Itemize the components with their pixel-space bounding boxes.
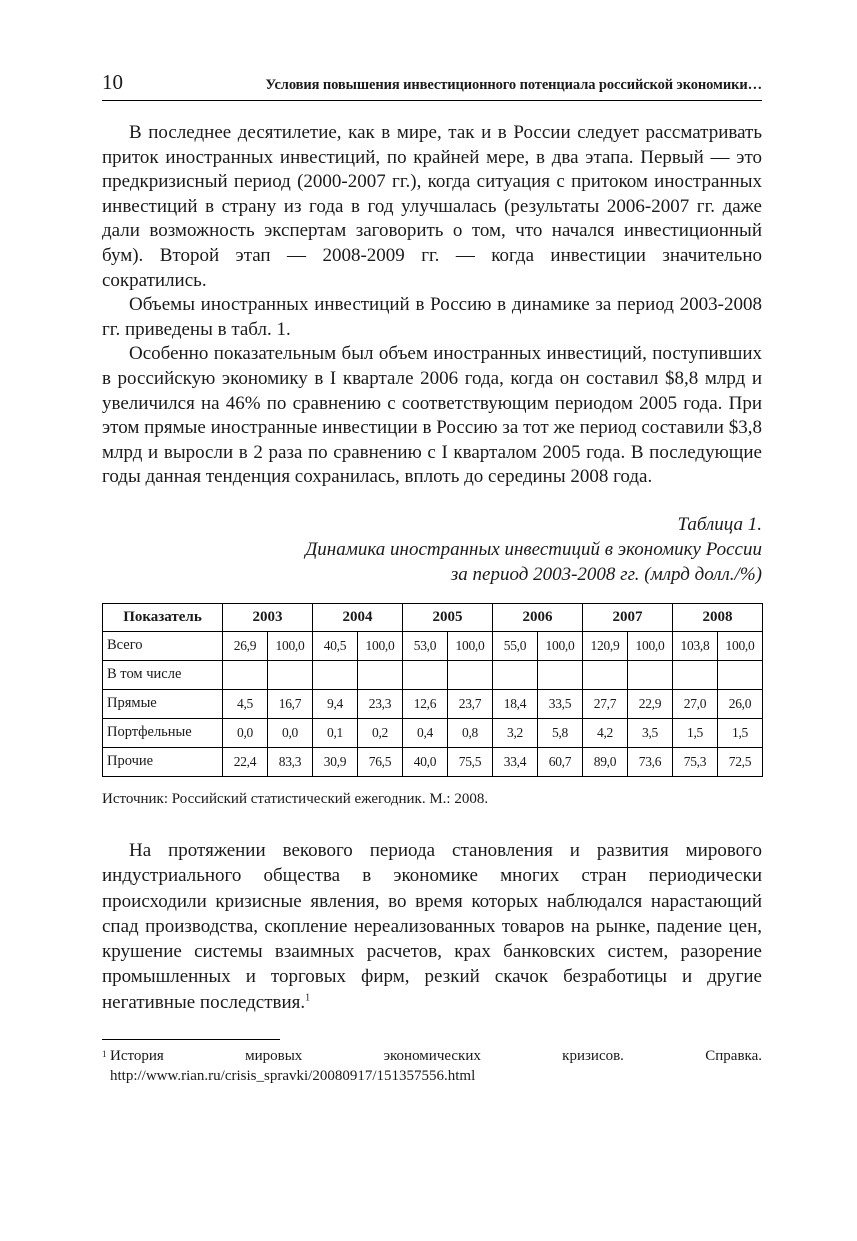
table-cell: 75,5	[448, 747, 493, 776]
paragraph: Объемы иностранных инвестиций в Россию в динамике за период 2003-2008 гг. приведены в табл. 1.	[102, 294, 762, 340]
table-cell: 18,4	[493, 689, 538, 718]
footnote-reference: 1	[305, 992, 311, 1004]
table-row	[103, 631, 763, 660]
table-cell: 23,7	[448, 689, 493, 718]
table-cell: 0,8	[448, 718, 493, 747]
table-cell: 27,7	[583, 689, 628, 718]
table-cell: 100,0	[538, 631, 583, 660]
table-cell	[628, 660, 673, 689]
table-cell: 1,5	[673, 718, 718, 747]
row-label: Портфельные	[103, 718, 223, 747]
closing-paragraph: На протяжении векового периода становления и развития мирового индустриального общества в экономике многих стран периодически происходили кризисные явления, во время которых наблюдался нарастающий спад производства, скопление нереализованных товаров на рынке, падение цен, крушение системы взаимных расчетов, крах банковских систем, разорение промышленных и торговых фирм, резкий скачок безработицы и другие негативные последствия.	[102, 839, 762, 1013]
table-cell: 3,5	[628, 718, 673, 747]
table-cell: 75,3	[673, 747, 718, 776]
investment-table	[102, 603, 763, 777]
running-head	[102, 70, 762, 101]
table-cell: 26,0	[718, 689, 763, 718]
table-cell: 60,7	[538, 747, 583, 776]
table-title-line1: Динамика иностранных инвестиций в экономику России	[305, 538, 762, 560]
table-cell: 27,0	[673, 689, 718, 718]
table-source: Источник: Российский статистический ежегодник. М.: 2008.	[102, 790, 489, 807]
paragraph: Особенно показательным был объем иностранных инвестиций, поступивших в российскую экономику в I квартале 2006 года, когда он составил $8,8 млрд и увеличился на 46% по сравнению с соответствующим периодом 2005 года. При этом прямые иностранные инвестиции в Россию за тот же период составили $3,8 млрд и выросли в 2 раза по сравнению с I кварталом 2005 года. В последующие годы данная тенденция сохранилась, вплоть до середины 2008 года.	[102, 343, 762, 488]
page	[102, 70, 762, 1086]
table-cell	[448, 660, 493, 689]
table-cell	[358, 660, 403, 689]
table-cell: 40,5	[313, 631, 358, 660]
table-row	[103, 689, 763, 718]
paragraph: В последнее десятилетие, как в мире, так и в России следует рассматривать приток иностранных инвестиций, по крайней мере, в два этапа. Первый — это предкризисный период (2000-2007 гг.), когда ситуация с притоком иностранных инвестиций в страну из года в год улучшалась (результаты 2006-2007 гг. даже дали возможность экспертам заговорить о том, что начался инвестиционный бум). Второй этап — 2008-2009 гг. — когда инвестиции значительно сократились.	[102, 122, 762, 291]
table-cell: 4,5	[223, 689, 268, 718]
footnote-mark: 1	[102, 1048, 107, 1059]
table-cell: 120,9	[583, 631, 628, 660]
table-row	[103, 660, 763, 689]
table-row	[103, 718, 763, 747]
table-cell: 55,0	[493, 631, 538, 660]
table-cell: 30,9	[313, 747, 358, 776]
year-header: 2005	[403, 603, 493, 631]
footnote	[102, 1046, 762, 1086]
table-cell: 22,9	[628, 689, 673, 718]
table-cell: 3,2	[493, 718, 538, 747]
paragraph	[102, 838, 762, 1015]
table-cell	[493, 660, 538, 689]
table-cell: 100,0	[718, 631, 763, 660]
table-cell: 100,0	[268, 631, 313, 660]
table-label: Таблица 1.	[677, 513, 762, 535]
table-cell	[583, 660, 628, 689]
table-cell: 83,3	[268, 747, 313, 776]
table-cell	[268, 660, 313, 689]
closing-text	[102, 838, 762, 1015]
table-cell: 16,7	[268, 689, 313, 718]
header-cell-indicator: Показатель	[103, 603, 223, 631]
table-cell	[718, 660, 763, 689]
table-cell: 1,5	[718, 718, 763, 747]
table-cell	[403, 660, 448, 689]
year-header: 2004	[313, 603, 403, 631]
table-cell: 40,0	[403, 747, 448, 776]
table-caption	[102, 512, 762, 587]
row-label: Прямые	[103, 689, 223, 718]
year-header: 2007	[583, 603, 673, 631]
table-cell: 4,2	[583, 718, 628, 747]
table-cell: 26,9	[223, 631, 268, 660]
row-label: Всего	[103, 631, 223, 660]
table-cell: 103,8	[673, 631, 718, 660]
table-cell: 0,4	[403, 718, 448, 747]
table-cell: 100,0	[358, 631, 403, 660]
body-text	[102, 121, 762, 490]
table-cell: 73,6	[628, 747, 673, 776]
table-cell: 100,0	[628, 631, 673, 660]
table-cell: 100,0	[448, 631, 493, 660]
table-cell: 0,0	[268, 718, 313, 747]
table-header-row	[103, 603, 763, 631]
table-cell: 0,1	[313, 718, 358, 747]
table-cell: 0,0	[223, 718, 268, 747]
table-cell	[673, 660, 718, 689]
table-cell: 33,5	[538, 689, 583, 718]
table-cell	[538, 660, 583, 689]
year-header: 2008	[673, 603, 763, 631]
table-cell: 12,6	[403, 689, 448, 718]
table-cell: 22,4	[223, 747, 268, 776]
table-cell	[313, 660, 358, 689]
row-label: Прочие	[103, 747, 223, 776]
table-cell: 9,4	[313, 689, 358, 718]
table-cell: 23,3	[358, 689, 403, 718]
table-cell	[223, 660, 268, 689]
table-cell: 0,2	[358, 718, 403, 747]
footnote-divider	[102, 1039, 280, 1040]
row-label: В том числе	[103, 660, 223, 689]
year-header: 2003	[223, 603, 313, 631]
year-header: 2006	[493, 603, 583, 631]
table-cell: 89,0	[583, 747, 628, 776]
footnote-text: История мировых экономических кризисов. Справка. http://www.rian.ru/crisis_spravki/20080917/151357556.html	[110, 1047, 762, 1084]
page-number: 10	[102, 70, 123, 94]
table-row	[103, 747, 763, 776]
table-title-line2: за период 2003-2008 гг. (млрд долл./%)	[450, 563, 762, 585]
table-body	[103, 631, 763, 776]
table-cell: 76,5	[358, 747, 403, 776]
table-cell: 72,5	[718, 747, 763, 776]
table-cell: 5,8	[538, 718, 583, 747]
table-cell: 33,4	[493, 747, 538, 776]
running-title: Условия повышения инвестиционного потенциала российской экономики…	[265, 77, 762, 93]
table-cell: 53,0	[403, 631, 448, 660]
